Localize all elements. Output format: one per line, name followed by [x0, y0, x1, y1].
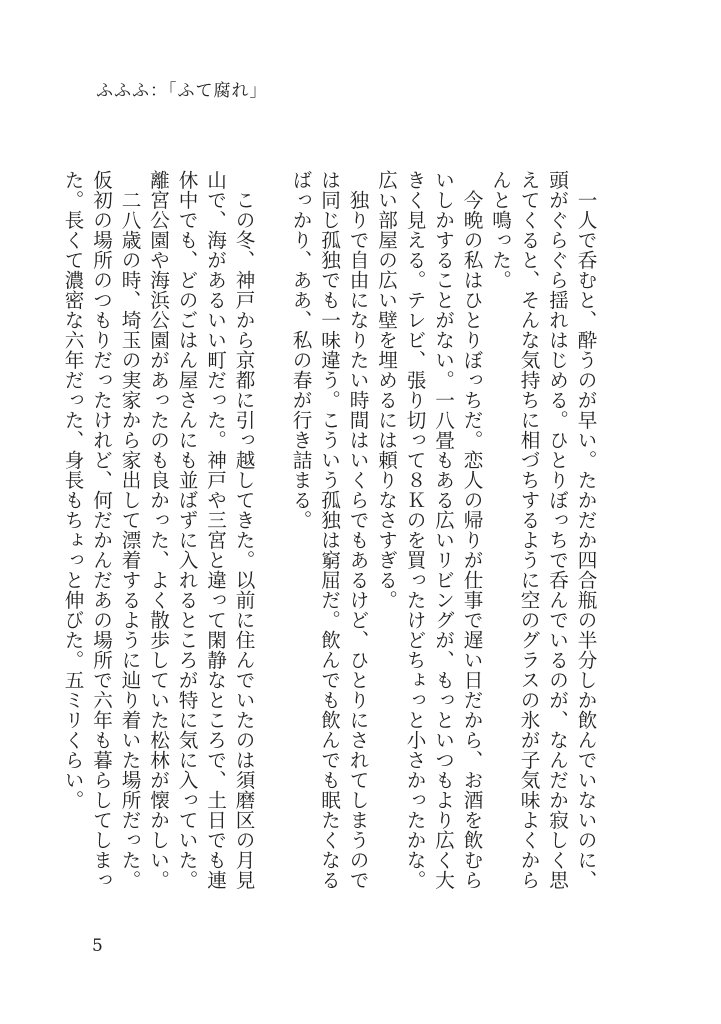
page-number: 5: [92, 936, 103, 956]
section-break: [257, 170, 286, 890]
paragraph-4: この冬、神戸から京都に引っ越してきた。以前に住んでいたのは須磨区の月見山で、海があるいい町だった。神戸や三宮と違って閑静なところで、土日でも連休中でも、どのごはん屋さんにも並ばずに入れるところが特に気に入っていた。離宮公園や海浜公園があったのも良かった、よく散歩していた松林が懐かしい。: [146, 170, 255, 890]
body-text: [61, 170, 599, 890]
running-header: ふふふ：「ふて腐れ」: [96, 81, 268, 101]
paragraph-3: 独りで自由になりたい時間はいくらでもあるけど、ひとりにされてしまうのでは同じ孤独でも一味違う。こういう孤独は窮屈だ。飲んでも飲んでも眠たくなるばっかり、ああ、私の春が行き詰まる。: [289, 170, 369, 890]
paragraph-5: 二八歳の時、埼玉の実家から家出して漂着するように辿り着いた場所だった。仮初の場所のつもりだったけれど、何だかんだあの場所で六年も暮らしてしまった。長くて濃密な六年だった、身長もちょっと伸びた。五ミリくらい。: [61, 170, 141, 890]
paragraph-2: 今晩の私はひとりぼっちだ。恋人の帰りが仕事で遅い日だから、お酒を飲むらいしかすることがない。一八畳もある広いリビングが、もっといつもより広く大きく見える。テレビ、張り切って８Ｋのを買ったけどちょっと小さかったかな。広い部屋の広い壁を埋めるには頼りなさすぎる。: [374, 170, 483, 890]
paragraph-1: 一人で呑むと、酔うのが早い。たかだか四合瓶の半分しか飲んでいないのに、頭がぐらぐら揺れはじめる。ひとりぼっちで呑んでいるのが、なんだか寂しく思えてくると、そんな気持ちに相づちするように空のグラスの氷が子気味よくからんと鳴った。: [488, 170, 597, 890]
